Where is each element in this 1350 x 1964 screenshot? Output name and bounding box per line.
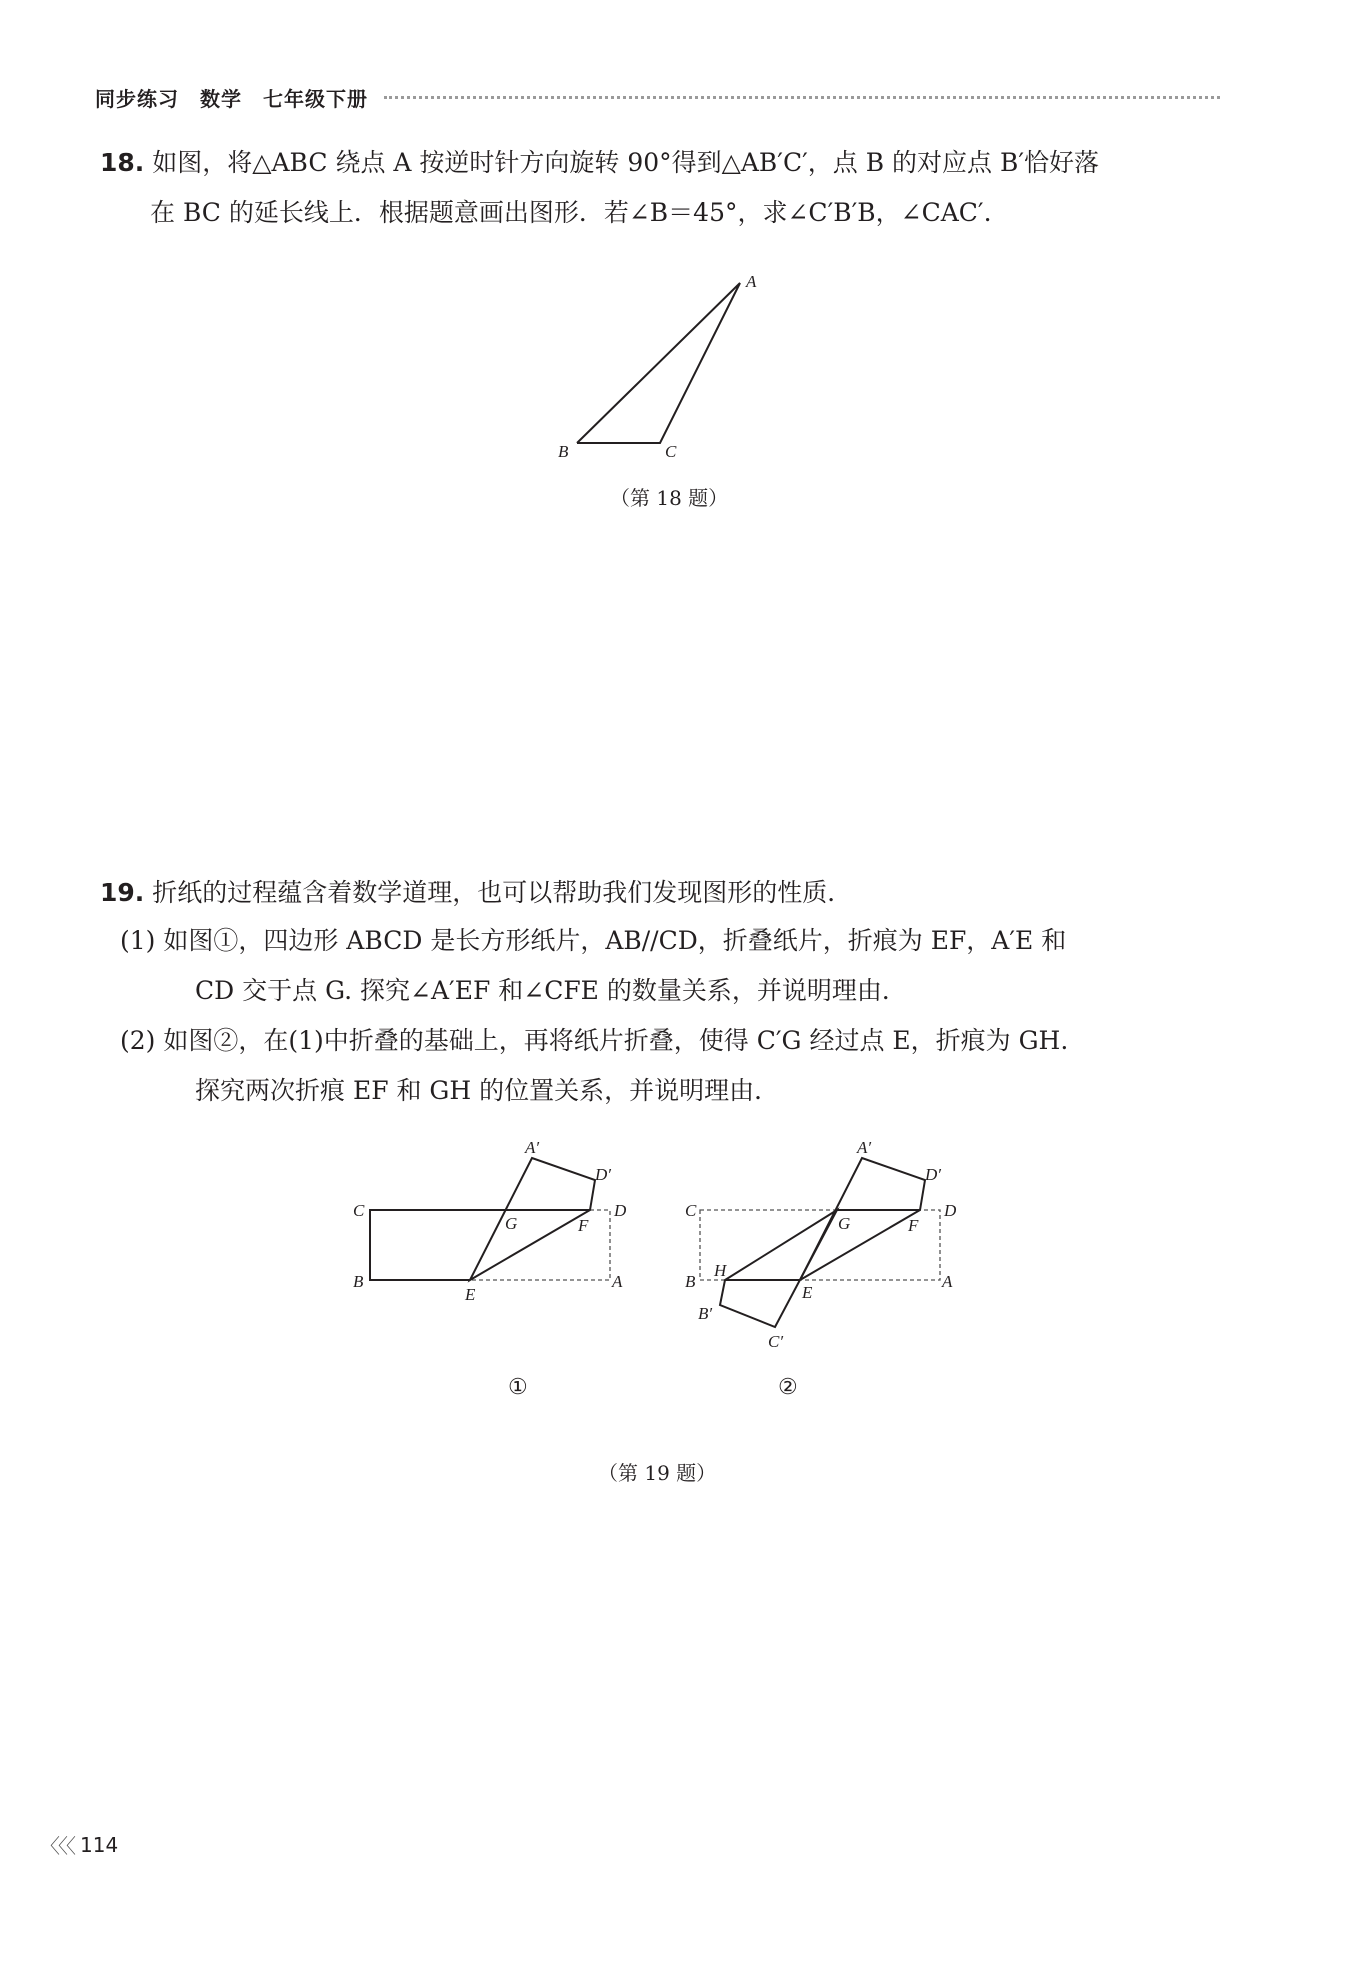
figure-caption: （第 18 题） bbox=[610, 486, 729, 510]
vertex-label: G bbox=[505, 1214, 518, 1233]
problem-text-line: CD 交于点 G. 探究∠A′EF 和∠CFE 的数量关系，并说明理由． bbox=[195, 976, 907, 1005]
problem-number: 18. bbox=[100, 148, 145, 177]
vertex-label: C bbox=[665, 442, 677, 461]
vertex-label: B bbox=[558, 442, 569, 461]
vertex-label: D′ bbox=[925, 1165, 941, 1184]
problem-text-line: (2) 如图②，在(1)中折叠的基础上，再将纸片折叠，使得 C′G 经过点 E，折痕为 GH. bbox=[120, 1026, 1069, 1055]
vertex-label: D′ bbox=[595, 1165, 611, 1184]
problem-text-line: 折纸的过程蕴含着数学道理，也可以帮助我们发现图形的性质． bbox=[152, 878, 853, 907]
page-footer bbox=[40, 1830, 118, 1859]
problem-text-line: 在 BC 的延长线上．根据题意画出图形．若∠B＝45°，求∠C′B′B，∠CAC′. bbox=[150, 198, 992, 227]
vertex-label: C bbox=[685, 1201, 697, 1220]
problem-text-line: (1) 如图①，四边形 ABCD 是长方形纸片，AB//CD，折叠纸片，折痕为 EF，A′E 和 bbox=[120, 926, 1067, 955]
header-divider bbox=[384, 96, 1220, 99]
problem-number: 19. bbox=[100, 878, 145, 907]
vertex-label: D bbox=[614, 1201, 627, 1220]
vertex-label: H bbox=[714, 1261, 727, 1280]
figure-caption: （第 19 题） bbox=[598, 1461, 717, 1485]
header-title: 同步练习 数学 七年级下册 bbox=[95, 86, 368, 111]
problem-text-line: 如图，将△ABC 绕点 A 按逆时针方向旋转 90°得到△AB′C′，点 B 的对应点 B′恰好落 bbox=[152, 148, 1100, 177]
vertex-label: F bbox=[578, 1216, 589, 1235]
vertex-label: F bbox=[908, 1216, 919, 1235]
vertex-label: D bbox=[944, 1201, 957, 1220]
vertex-label: A bbox=[612, 1272, 623, 1291]
vertex-label: B bbox=[685, 1272, 696, 1291]
vertex-label: A′ bbox=[857, 1138, 872, 1157]
chevron-left-icon: 〈〈〈 bbox=[40, 1834, 74, 1858]
running-header bbox=[95, 82, 1220, 112]
figure-19-1 bbox=[350, 1130, 640, 1314]
vertex-label: A bbox=[942, 1272, 953, 1291]
figure-19-2 bbox=[680, 1130, 970, 1364]
figure-mark: ① bbox=[508, 1375, 528, 1400]
figure-mark: ② bbox=[778, 1375, 798, 1400]
vertex-label: A bbox=[746, 272, 757, 291]
vertex-label: B′ bbox=[698, 1304, 713, 1323]
page-number: 114 bbox=[80, 1832, 119, 1857]
vertex-label: E bbox=[465, 1285, 476, 1304]
vertex-label: E bbox=[802, 1283, 813, 1302]
problem-text-line: 探究两次折痕 EF 和 GH 的位置关系，并说明理由． bbox=[195, 1076, 780, 1105]
vertex-label: C′ bbox=[768, 1332, 784, 1351]
vertex-label: G bbox=[838, 1214, 851, 1233]
vertex-label: B bbox=[353, 1272, 364, 1291]
figure-18-triangle bbox=[550, 265, 770, 469]
vertex-label: A′ bbox=[525, 1138, 540, 1157]
vertex-label: C bbox=[353, 1201, 365, 1220]
